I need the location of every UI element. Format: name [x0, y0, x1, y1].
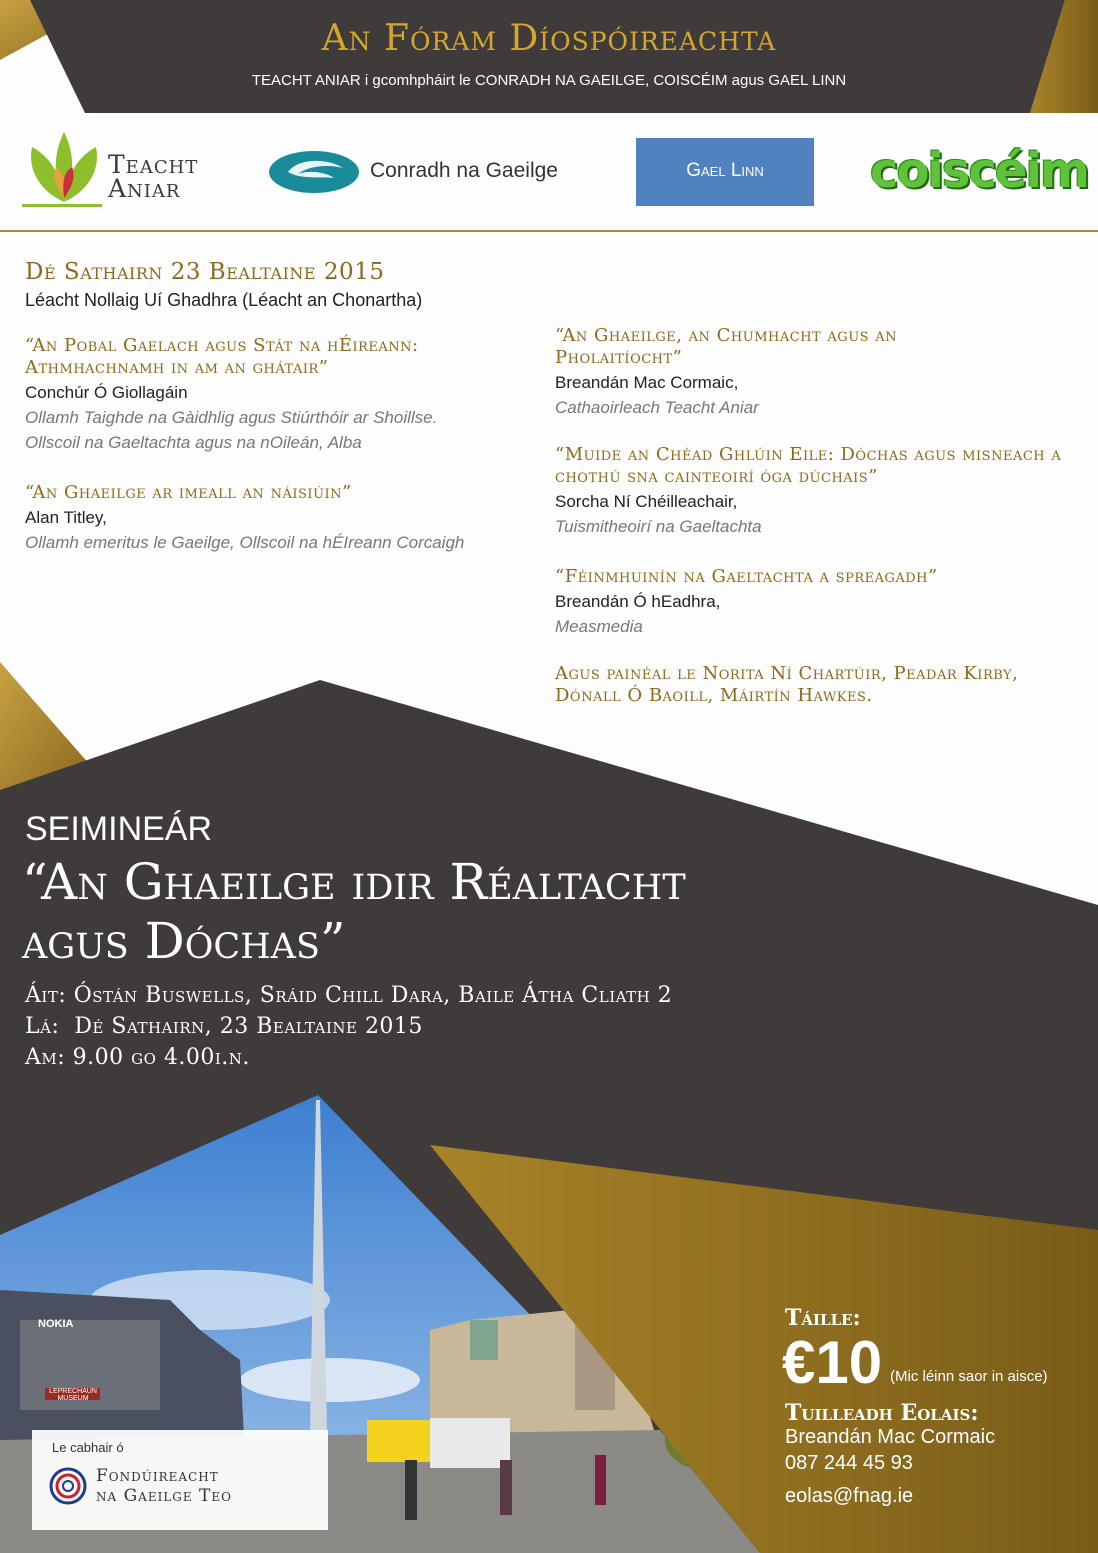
teacht-aniar-logo — [22, 132, 222, 212]
seminar-label: SEIMINEÁR — [25, 810, 213, 848]
foundation-logo-icon — [48, 1466, 88, 1506]
speaker-name: Breandán Mac Cormaic, — [555, 373, 739, 392]
speaker-name: Sorcha Ní Chéilleachair, — [555, 492, 738, 511]
speaker-affiliation: Tuismitheoirí na Gaeltachta — [555, 517, 762, 536]
contact-name: Breandán Mac Cormaic — [785, 1426, 996, 1448]
speaker-affiliation: Ollamh Taighde na Gàidhlig agus Stiúrthóir ar Shoillse. — [25, 408, 438, 427]
speaker-name: Conchúr Ó Giollagáin — [25, 383, 188, 402]
sponsor-box — [32, 1430, 328, 1530]
right-talk-2 — [555, 444, 1085, 539]
event-time: Am: 9.00 go 4.00i.n. — [25, 1045, 250, 1070]
right-talk-3 — [555, 566, 1075, 639]
leaf-icon — [22, 132, 107, 212]
talk-title: “An Ghaeilge ar imeall an náisiúin” — [25, 482, 352, 503]
leprechaun-sign-line1: LEPRECHAUN — [49, 1388, 97, 1395]
talk-title: “Féinmhuinín na Gaeltachta a spreagadh” — [555, 566, 938, 587]
speaker-affiliation: Ollamh emeritus le Gaeilge, Ollscoil na hÉIreann Corcaigh — [25, 533, 465, 552]
header-title: An Fóram Díospóireachta — [321, 18, 777, 59]
leprechaun-sign-line2: MUSEUM — [57, 1395, 89, 1402]
left-talk-1 — [25, 335, 495, 455]
right-talk-1 — [555, 325, 975, 420]
contact-phone: 087 244 45 93 — [785, 1452, 913, 1474]
speaker-name: Breandán Ó hEadhra, — [555, 592, 721, 611]
fee-amount: €10 — [782, 1329, 883, 1396]
sponsor-name-line1: Fondúireacht — [96, 1466, 219, 1486]
seminar-title-line1: “An Ghaeilge idir Réaltacht — [22, 853, 686, 911]
lecture-name: Léacht Nollaig Uí Ghadhra (Léacht an Chonartha) — [25, 290, 423, 310]
sponsor-name-line2: na Gaeilge Teo — [96, 1486, 232, 1506]
logos-rule — [0, 230, 1098, 232]
event-place: Áit: Óstán Buswells, Sráid Chill Dara, Baile Átha Cliath 2 — [25, 983, 673, 1008]
panel-text: Agus painéal le Norita Ní Chartúir, Peadar Kirby, Dónall Ó Baoill, Máirtín Hawkes. — [555, 663, 1019, 706]
sponsor-label: Le cabhair ó — [52, 1440, 124, 1455]
gael-linn-logo — [636, 138, 814, 206]
seminar-title-line2: agus Dóchas” — [22, 912, 346, 970]
talk-title: “Muide an Chéad Ghlúin Eile: Dóchas agus misneach a chothú sna cainteoirí óga dúchais” — [555, 444, 1062, 487]
info-label: Tuilleadh Eolais: — [785, 1400, 979, 1426]
speaker-affiliation: Cathaoirleach Teacht Aniar — [555, 398, 759, 417]
gael-linn-text: Gael Linn — [686, 160, 764, 181]
leprechaun-sign — [47, 1388, 99, 1402]
event-day: Lá: Dé Sathairn, 23 Bealtaine 2015 — [25, 1014, 423, 1039]
talk-title: “An Ghaeilge, an Chumhacht agus an Pholaitíocht” — [555, 325, 898, 368]
teacht-aniar-line2: Aniar — [108, 174, 181, 203]
speaker-affiliation-2: Ollscoil na Gaeltachta agus na nOileán, Alba — [25, 433, 362, 452]
fee-note: (Mic léinn saor in aisce) — [890, 1368, 1048, 1385]
fee-label: Táille: — [785, 1305, 861, 1331]
contact-email[interactable]: eolas@fnag.ie — [785, 1485, 914, 1507]
speaker-name: Alan Titley, — [25, 508, 107, 527]
speaker-affiliation: Measmedia — [555, 617, 643, 636]
coisceim-logo: coiscéim — [870, 143, 1088, 199]
lecture-date: Dé Sathairn 23 Bealtaine 2015 — [25, 259, 385, 285]
talk-title: “An Pobal Gaelach agus Stát na hÉireann: Athmhachnamh in am an ghátair” — [25, 335, 419, 378]
nokia-sign: NOKIA — [38, 1318, 74, 1330]
swirl-icon — [268, 150, 360, 195]
left-talk-2 — [25, 482, 545, 555]
conradh-text: Conradh na Gaeilge — [370, 159, 558, 182]
header-subtitle: TEACHT ANIAR i gcomhpháirt le CONRADH NA GAEILGE, COISCÉIM agus GAEL LINN — [251, 72, 847, 89]
conradh-logo — [268, 150, 588, 195]
teacht-aniar-line1: Teacht — [108, 150, 199, 179]
